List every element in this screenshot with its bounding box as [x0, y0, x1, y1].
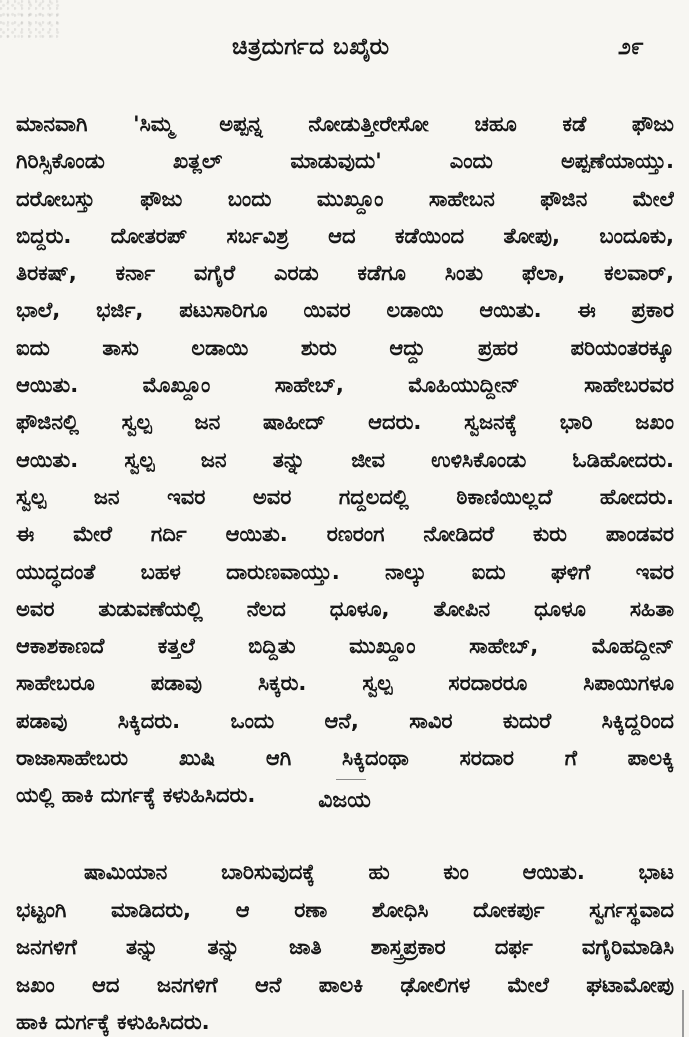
text-line: ಯಲ್ಲಿ ಹಾಕಿ ದುರ್ಗಕ್ಕೆ ಕಳುಹಿಸಿದರು. [16, 783, 256, 808]
section-divider [336, 779, 366, 780]
text-line: ಪಡಾವು ಸಿಕ್ಕಿದರು. ಒಂದು ಆನೆ, ಸಾವಿರ ಕುದುರೆ ಸಿಕ್ಕಿದ್ದರಿಂದ [16, 708, 674, 733]
text-line: ಫೌಜಿನಲ್ಲಿ ಸ್ವಲ್ಪ ಜನ ಷಾಹೀದ್ ಆದರು. ಸ್ವಜನಕ್ಕೆ ಭಾರಿ ಜಖಂ [16, 410, 674, 435]
text-line: ರಾಜಾಸಾಹೇಬರು ಖುಷಿ ಆಗಿ ಸಿಕ್ಕಿದಂಥಾ ಸರದಾರ ಗೆ ಪಾಲಕ್ಕಿ [16, 746, 674, 771]
page-number: ೨೯ [618, 34, 644, 60]
text-line: ತಿರಕಷ್, ಕರ್ನಾ ವಗೈರೆ ಎರಡು ಕಡೆಗೂ ಸಿಂತು ಫೆಲಾ, ಕಲವಾರ್, [16, 261, 674, 286]
paragraph-1 [16, 106, 674, 815]
text-line: ಸಾಹೇಬರೂ ಪಡಾವು ಸಿಕ್ಕರು. ಸ್ವಲ್ಪ ಸರದಾರರೂ ಸಿಪಾಯಿಗಳೂ [16, 671, 674, 696]
page-edge-mark [682, 990, 684, 1037]
running-head: ಚಿತ್ರದುರ್ಗದ ಬಖೈರು [232, 34, 390, 60]
section-title: ವಿಜಯ [318, 788, 371, 813]
text-line: ಮಾನವಾಗಿ 'ಸಿಮ್ಮ ಅಪ್ಪನ್ನ ನೋಡುತ್ತೀರೇಸೋ ಚಹೂ ಕಡೆ ಫೌಜು [16, 112, 674, 136]
text-line: ಈ ಮೇರೆ ಗರ್ದಿ ಆಯಿತು. ರಣರಂಗ ನೋಡಿದರೆ ಕುರು ಪಾಂಡವರ [16, 522, 674, 547]
page-header [0, 34, 689, 70]
text-line: ಆಕಾಶಕಾಣದೆ ಕತ್ತಲೆ ಬಿದ್ದಿತು ಮುಖ್ದೂಂ ಸಾಹೇಬ್, ಮೊಹದ್ದೀನ್ [16, 634, 674, 659]
text-line: ಷಾಮಿಯಾನ ಬಾರಿಸುವುದಕ್ಕೆ ಹು ಕುಂ ಆಯಿತು. ಭಾಟ [84, 860, 674, 884]
text-line: ಭಟ್ಟಂಗಿ ಮಾಡಿದರು, ಆ ರಣಾ ಶೋಧಿಸಿ ದೋಕರ್ಪು ಸ್ವರ್ಗಸ್ಥವಾದ [16, 897, 674, 922]
text-line: ದರೋಬಸ್ತು ಫೌಜು ಬಂದು ಮುಖ್ದೂಂ ಸಾಹೇಬನ ಫೌಜಿನ ಮೇಲೆ [16, 186, 674, 211]
text-line: ಗಿರಿಸ್ಸಿಕೊಂಡು ಖತ್ಲಲ್ ಮಾಡುವುದು' ಎಂದು ಅಪ್ಪಣೆಯಾಯ್ತು. [16, 149, 674, 174]
text-line: ಐದು ತಾಸು ಲಡಾಯಿ ಶುರು ಆದ್ದು ಪ್ರಹರ ಪರಿಯಂತರಕ್ಕೂ [16, 335, 674, 360]
text-line: ಹಾಕಿ ದುರ್ಗಕ್ಕೆ ಕಳುಹಿಸಿದರು. [16, 1010, 210, 1034]
text-line: ಭಾಲೆ, ಭರ್ಜಿ, ಪಟುಸಾರಿಗೂ ಯಿವರ ಲಡಾಯಿ ಆಯಿತು. ಈ ಪ್ರಕಾರ [16, 298, 674, 323]
text-line: ಜನಗಳಿಗೆ ತನ್ನು ತನ್ನು ಜಾತಿ ಶಾಸ್ತ್ರಪ್ರಕಾರ ದರ್ಫ ವಗೈರಿಮಾಡಿಸಿ [16, 935, 674, 959]
text-line: ಆಯಿತು. ಸ್ವಲ್ಪ ಜನ ತನ್ನು ಜೀವ ಉಳಿಸಿಕೊಂಡು ಓಡಿಹೋದರು. [16, 447, 674, 472]
text-line: ಯುದ್ಧದಂತೆ ಬಹಳ ದಾರುಣವಾಯ್ತು. ನಾಲ್ಕು ಐದು ಘಳಿಗೆ ಇವರ [16, 559, 674, 584]
paragraph-2 [16, 854, 674, 1037]
text-line: ಜಖಂ ಆದ ಜನಗಳಿಗೆ ಆನೆ ಪಾಲಕಿ ಢೋಲಿಗಳ ಮೇಲೆ ಘಟಾಮೋಪು [16, 972, 674, 997]
text-line: ಬಿದ್ದರು. ದೋತರಪ್ ಸರ್ಬವಿಶ್ರ ಆದ ಕಡೆಯಿಂದ ತೋಪು, ಬಂದೂಕು, [16, 223, 674, 248]
text-line: ಅವರ ತುಡುವಣೆಯಲ್ಲಿ ನೆಲದ ಧೂಳೂ, ತೋಪಿನ ಧೂಳೂ ಸಹಿತಾ [16, 596, 674, 621]
text-line: ಆಯಿತು. ಮೊಖ್ದೂಂ ಸಾಹೇಬ್, ಮೊಹಿಯುದ್ದೀನ್ ಸಾಹೇಬರವರ [16, 373, 674, 398]
text-line: ಸ್ವಲ್ಪ ಜನ ಇವರ ಅವರ ಗದ್ದಲದಲ್ಲಿ ಠಿಕಾಣಿಯಿಲ್ಲದೆ ಹೋದರು. [16, 484, 674, 509]
